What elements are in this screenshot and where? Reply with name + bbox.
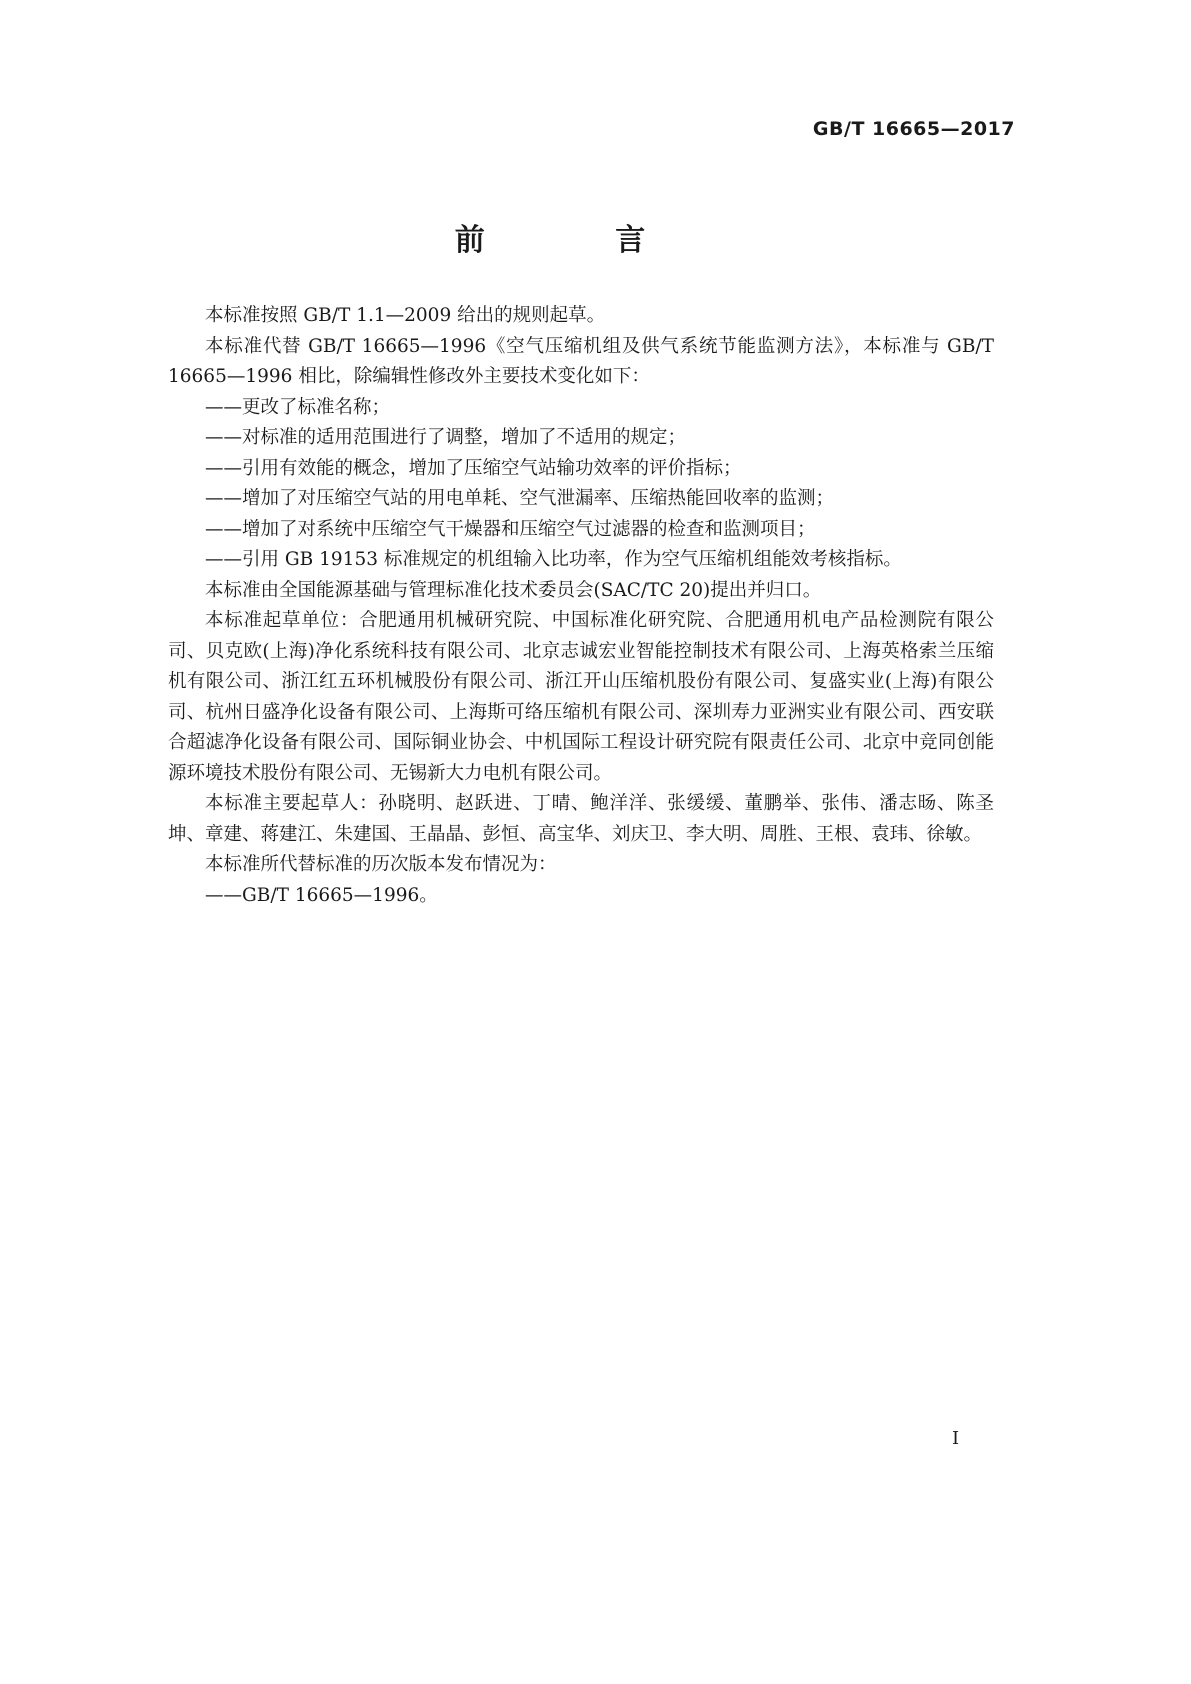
paragraph-proposer: 本标准由全国能源基础与管理标准化技术委员会(SAC/TC 20)提出并归口。 <box>205 579 822 601</box>
page-title: 前 言 <box>454 223 706 258</box>
change-item: ——引用 GB 19153 标准规定的机组输入比功率，作为空气压缩机组能效考核指标。 <box>205 549 902 570</box>
change-item: ——引用有效能的概念，增加了压缩空气站输功效率的评价指标； <box>205 457 742 479</box>
paragraph-history: 本标准所代替标准的历次版本发布情况为： <box>205 854 557 875</box>
foreword-body <box>168 301 994 911</box>
change-item: ——增加了对压缩空气站的用电单耗、空气泄漏率、压缩热能回收率的监测； <box>205 488 835 509</box>
page-number: I <box>952 1428 960 1449</box>
paragraph-drafting-rules: 本标准按照 GB/T 1.1—2009 给出的规则起草。 <box>205 305 606 326</box>
paragraph-drafters: 本标准主要起草人：孙晓明、赵跃进、丁晴、鲍洋洋、张缓缓、董鹏举、张伟、潘志旸、陈圣坤、章建、蒋建江、朱建国、王晶晶、彭恒、高宝华、刘庆卫、李大明、周胜、王根、袁玮、徐敏。 <box>168 793 994 845</box>
change-item: ——对标准的适用范围进行了调整，增加了不适用的规定； <box>205 427 687 448</box>
change-item: ——更改了标准名称； <box>205 396 391 418</box>
paragraph-replacement: 本标准代替 GB/T 16665—1996《空气压缩机组及供气系统节能监测方法》，本标准与 GB/T 16665—1996 相比，除编辑性修改外主要技术变化如下： <box>168 335 994 387</box>
standard-code-header: GB/T 16665—2017 <box>812 118 1015 140</box>
history-item: ——GB/T 16665—1996。 <box>205 884 438 906</box>
change-item: ——增加了对系统中压缩空气干燥器和压缩空气过滤器的检查和监测项目； <box>205 518 816 540</box>
paragraph-drafting-units: 本标准起草单位：合肥通用机械研究院、中国标准化研究院、合肥通用机电产品检测院有限公司、贝克欧(上海)净化系统科技有限公司、北京志诚宏业智能控制技术有限公司、上海英格索兰压缩机有限公司、浙江红五环机械股份有限公司、浙江开山压缩机股份有限公司、复盛实业(上海)有限公司、杭州日盛净化设备有限公司、上海斯可络压缩机有限公司、深圳寿力亚洲实业有限公司、西安联合超滤净化设备有限公司、国际铜业协会、中机国际工程设计研究院有限责任公司、北京中竞同创能源环境技术股份有限公司、无锡新大力电机有限公司。 <box>168 610 994 784</box>
